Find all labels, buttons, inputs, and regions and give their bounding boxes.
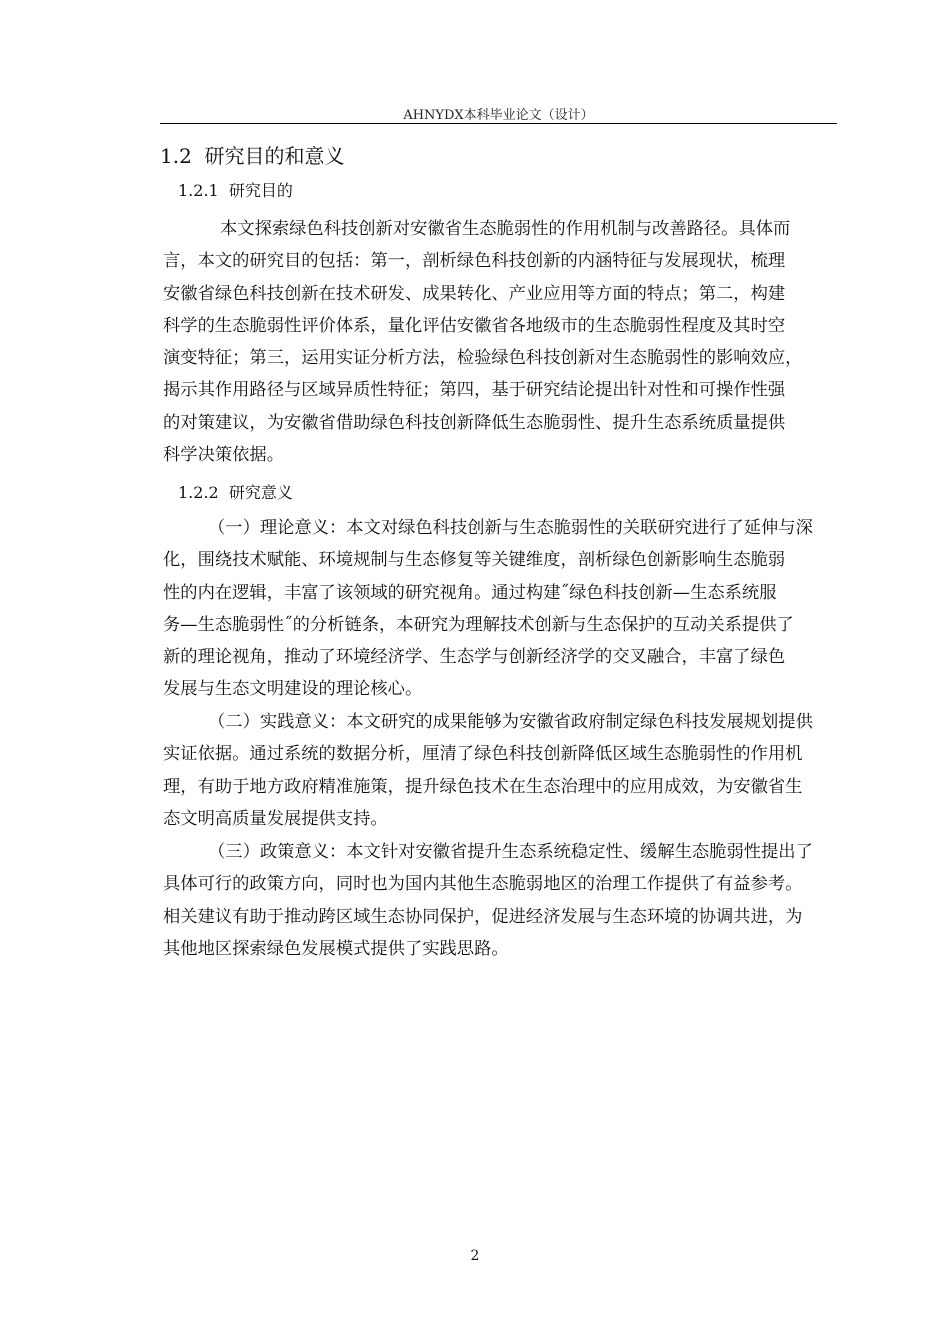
text-line: （一）理论意义：本文对绿色科技创新与生态脆弱性的关联研究进行了延伸与深 xyxy=(208,518,813,538)
text-line: 新的理论视角，推动了环境经济学、生态学与创新经济学的交叉融合，丰富了绿色 xyxy=(163,647,786,668)
text-line: 实证依据。通过系统的数据分析，厘清了绿色科技创新降低区域生态脆弱性的作用机 xyxy=(163,744,803,765)
subsection-title: 研究意义 xyxy=(228,483,293,502)
text-line: 演变特征；第三，运用实证分析方法，检验绿色科技创新对生态脆弱性的影响效应， xyxy=(163,348,803,369)
text-line: 言，本文的研究目的包括：第一，剖析绿色科技创新的内涵特征与发展现状，梳理 xyxy=(163,251,786,272)
section-title: 研究目的和意义 xyxy=(204,144,345,168)
subsection-number: 1.2.1 xyxy=(178,181,219,200)
text-line: 态文明高质量发展提供支持。 xyxy=(163,808,388,829)
text-line: 务—生态脆弱性˝的分析链条，本研究为理解技术创新与生态保护的互动关系提供了 xyxy=(163,614,794,635)
text-line: 化，围绕技术赋能、环境规制与生态修复等关键维度，剖析绿色创新影响生态脆弱 xyxy=(163,550,786,571)
text-line: （三）政策意义：本文针对安徽省提升生态系统稳定性、缓解生态脆弱性提出了 xyxy=(208,842,813,862)
paragraph-theoretical-significance xyxy=(163,512,853,706)
text-line: 安徽省绿色科技创新在技术研发、成果转化、产业应用等方面的特点；第二，构建 xyxy=(163,283,786,304)
text-line: 发展与生态文明建设的理论核心。 xyxy=(163,679,423,700)
text-line: 科学的生态脆弱性评价体系，量化评估安徽省各地级市的生态脆弱性程度及其时空 xyxy=(163,315,786,336)
text-line: 的对策建议，为安徽省借助绿色科技创新降低生态脆弱性、提升生态系统质量提供 xyxy=(163,412,786,433)
subsection-title: 研究目的 xyxy=(228,181,293,200)
page-number: 2 xyxy=(470,1248,480,1264)
text-line: 揭示其作用路径与区域异质性特征；第四，基于研究结论提出针对性和可操作性强 xyxy=(163,380,786,401)
paragraph-policy-significance xyxy=(163,836,853,965)
subsection-heading-purpose xyxy=(178,178,293,201)
text-line: 其他地区探索绿色发展模式提供了实践思路。 xyxy=(163,938,509,959)
text-line: 性的内在逻辑，丰富了该领域的研究视角。通过构建˝绿色科技创新—生态系统服 xyxy=(163,582,777,603)
paragraph-practical-significance xyxy=(163,706,853,835)
running-header: AHNYDX本科毕业论文（设计） xyxy=(403,108,594,123)
subsection-number: 1.2.2 xyxy=(178,483,219,502)
text-line: 科学决策依据。 xyxy=(163,445,284,466)
text-line: 本文探索绿色科技创新对安徽省生态脆弱性的作用机制与改善路径。具体而 xyxy=(220,219,791,239)
text-line: 相关建议有助于推动跨区域生态协同保护，促进经济发展与生态环境的协调共进，为 xyxy=(163,906,803,927)
section-heading xyxy=(160,140,345,169)
text-line: 理，有助于地方政府精准施策，提升绿色技术在生态治理中的应用成效，为安徽省生 xyxy=(163,776,803,797)
section-number: 1.2 xyxy=(160,144,192,168)
paragraph-research-purpose xyxy=(163,213,853,471)
subsection-heading-significance xyxy=(178,480,293,503)
text-line: 具体可行的政策方向，同时也为国内其他生态脆弱地区的治理工作提供了有益参考。 xyxy=(163,874,803,895)
header-rule xyxy=(160,123,837,124)
text-line: （二）实践意义：本文研究的成果能够为安徽省政府制定绿色科技发展规划提供 xyxy=(208,712,813,732)
